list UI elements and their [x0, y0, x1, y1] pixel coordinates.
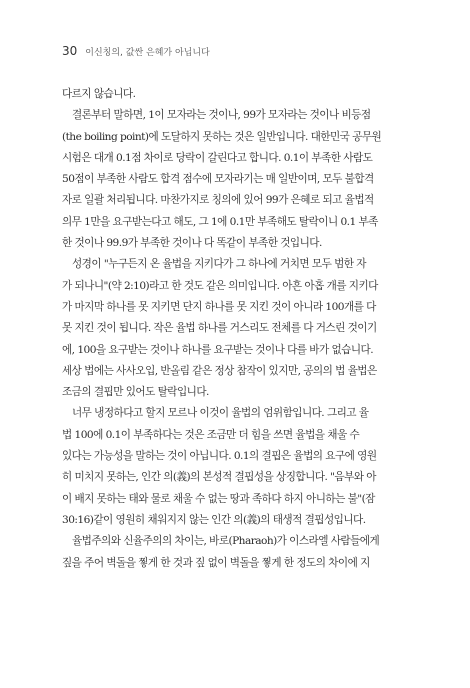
page-number: 30: [62, 44, 78, 58]
text-line: 세상 법에는 사사오입, 반올림 같은 정상 참작이 있지만, 공의의 법 율법은: [62, 364, 377, 377]
text-line: (the boiling point)에 도달하지 못하는 것은 일반입니다. 대한민국 공무원: [62, 130, 382, 143]
text-line: 너무 냉정하다고 할지 모르나 이것이 율법의 엄위함입니다. 그리고 율: [72, 407, 369, 420]
text-line: 성경이 "누구든지 온 율법을 지키다가 그 하나에 거치면 모두 범한 자: [72, 258, 366, 271]
text-line: 못 지킨 것이 됩니다. 작은 율법 하나를 거스리도 전체를 다 거스린 것이기: [62, 322, 377, 335]
text-line: 짚을 주어 벽돌을 찧게 한 것과 짚 없이 벽돌을 찧게 한 정도의 차이에 지: [62, 556, 370, 569]
text-line: 가 마지막 하나를 못 지키면 단지 하나를 못 지킨 것이 아니라 100개를 다: [62, 300, 376, 313]
text-line: 결론부터 말하면, 1이 모자라는 것이나, 99가 모자라는 것이나 비등점: [72, 109, 371, 122]
text-line: 시험은 대개 0.1점 차이로 당락이 갈린다고 합니다. 0.1이 부족한 사람도: [62, 151, 373, 164]
text-line: 있다는 가능성을 말하는 것이 아닙니다. 0.1의 결핍은 율법의 요구에 영원: [62, 450, 377, 463]
text-line: 법 100에 0.1이 부족하다는 것은 조금만 더 힘을 쓰면 율법을 채울 수: [62, 428, 360, 441]
text-line: 이 배지 못하는 태와 물로 채울 수 없는 땅과 족하다 하지 아니하는 불"(잠: [62, 492, 375, 505]
text-line: 에, 100을 요구받는 것이나 하나를 요구받는 것이나 다를 바가 없습니다.: [62, 343, 374, 356]
text-line: 30:16)같이 영원히 채워지지 않는 인간 의(義)의 태생적 결핍성입니다.: [62, 513, 366, 526]
text-line: 율법주의와 신율주의의 차이는, 바로(Pharaoh)가 이스라엘 사람들에게: [72, 535, 380, 548]
text-line: 가 되나니"(약 2:10)라고 한 것도 같은 의미입니다. 아흔 아홉 개를 지키다: [62, 279, 378, 292]
text-line: 한 것이나 99.9가 부족한 것이나 다 똑같이 부족한 것입니다.: [62, 237, 322, 250]
page-header: [62, 44, 210, 58]
text-line: 다르지 않습니다.: [62, 88, 136, 100]
text-line: 조금의 결핍만 있어도 탈락입니다.: [62, 386, 209, 399]
text-line: 히 미치지 못하는, 인간 의(義)의 본성적 결핍성을 상징합니다. "음부와 아: [62, 471, 376, 484]
text-line: 50점이 부족한 사람도 합격 점수에 모자라기는 매 일반이며, 모두 불합격: [62, 173, 374, 186]
running-title: 이신칭의, 값싼 은혜가 아닙니다: [85, 48, 210, 58]
body-text: [62, 84, 410, 574]
text-line: 자로 일괄 처리됩니다. 마찬가지로 칭의에 있어 99가 은혜로 되고 율법적: [62, 194, 374, 207]
text-line: 의무 1만을 요구받는다고 해도, 그 1에 0.1만 부족해도 탈락이니 0.1 부족: [62, 215, 378, 228]
